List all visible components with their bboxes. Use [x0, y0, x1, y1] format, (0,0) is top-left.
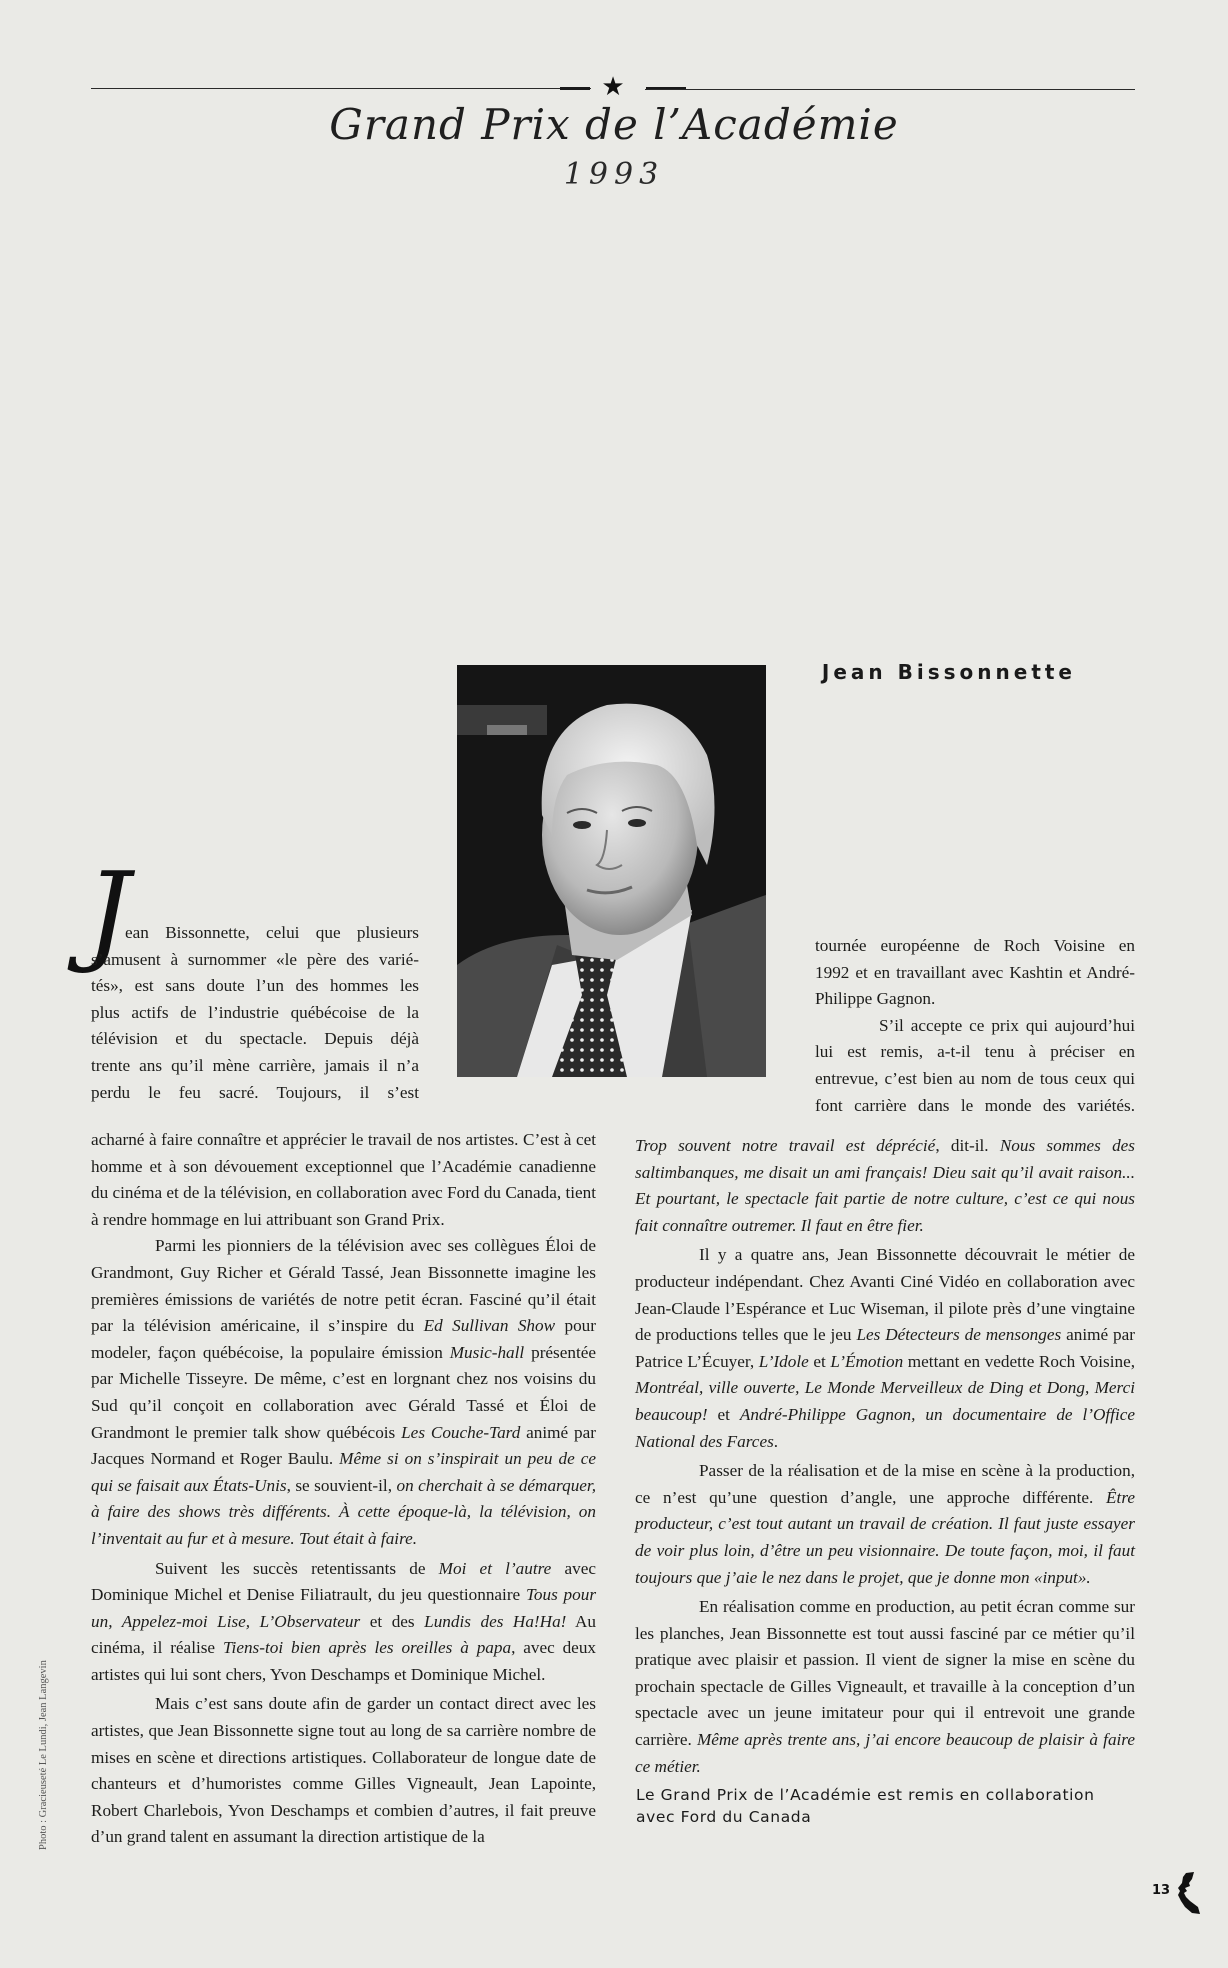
paragraph: acharné à faire connaître et apprécier le travail de nos artistes. C’est à cet homme et à son dévouement exceptionnel que l’Académie canadienne du cinéma et de la télévision, en collaboration avec Ford du Canada, tient à rendre hommage en lui attribuant son Grand Prix.	[91, 1130, 596, 1229]
portrait-photo	[457, 665, 766, 1077]
text-line: s’amusent à surnommer «le père des varié-	[91, 949, 419, 969]
text-line: perdu le feu sacré. Toujours, il s’est	[91, 1082, 419, 1102]
text-line: S’il accepte ce prix qui aujourd’hui	[879, 1015, 1135, 1035]
paragraph: Mais c’est sans doute afin de garder un contact direct avec les artistes, que Jean Bissonnette signe tout au long de sa carrière nombre de mises en scène et directions artistiques. Collaborateur de longue date de chanteurs et d’humoristes comme Gilles Vigneault, Jean Lapointe, Robert Charlebois, Yvon Deschamps et combien d’autres, il fait preuve d’un grand talent en assumant la direction artistique de la	[91, 1694, 596, 1847]
drop-cap: J	[86, 848, 131, 976]
portrait-illustration	[457, 665, 766, 1077]
page-title: Grand Prix de l’Académie	[329, 100, 899, 149]
star-icon: ★	[601, 72, 625, 102]
photo-credit: Photo : Gracieuseté Le Lundi, Jean Langevin	[38, 1660, 49, 1850]
profile-logo-icon	[1172, 1871, 1202, 1915]
paragraph: Passer de la réalisation et de la mise en scène à la production, ce n’est qu’une question d’angle, une approche différente. Être producteur, c’est tout autant un travail de création. Il faut juste essayer de voir plus loin, d’être un peu visionnaire. De toute façon, moi, il faut toujours que j’aie le nez dans le projet, que je donne mon «input».	[635, 1461, 1135, 1587]
paragraph: En réalisation comme en production, au petit écran comme sur les planches, Jean Bissonnette est tout aussi fasciné par ce métier qu’il pratique avec plaisir et passion. Il vient de signer la mise en scène du prochain spectacle de Gilles Vigneault, et travaille à la conception d’un spectacle avec un jeune imitateur pour qui il entrevoit une grande carrière. Même après trente ans, j’ai encore beaucoup de plaisir à faire ce métier.	[635, 1597, 1135, 1776]
article-intro	[91, 920, 419, 1106]
quote-paragraph: Trop souvent notre travail est déprécié, dit-il. Nous sommes des saltimbanques, me disait un ami français! Dieu sait qu’il avait raison... Et pourtant, le spectacle fait partie de notre culture, c’est ce qui nous fait connaître outremer. Il faut en être fier.	[635, 1136, 1135, 1235]
article-right-intro	[815, 933, 1135, 1119]
text-line: 1992 et en travaillant avec Kashtin et André-	[815, 962, 1135, 982]
text-line: tournée européenne de Roch Voisine en	[815, 936, 1135, 955]
honoree-name: Jean Bissonnette	[821, 660, 1076, 684]
text-line: Philippe Gagnon.	[815, 989, 936, 1009]
text-line: font carrière dans le monde des variétés.	[815, 1095, 1135, 1115]
paragraph: Suivent les succès retentissants de Moi et l’autre avec Dominique Michel et Denise Filiatrault, du jeu questionnaire Tous pour un, Appelez-moi Lise, L’Observateur et des Lundis des Ha!Ha! Au cinéma, il réalise Tiens-toi bien après les oreilles à papa, avec deux artistes qui lui sont chers, Yvon Deschamps et Dominique Michel.	[91, 1558, 597, 1684]
text-line: télévision et du spectacle. Depuis déjà	[91, 1029, 419, 1049]
paragraph: Il y a quatre ans, Jean Bissonnette découvrait le métier de producteur indépendant. Chez Avanti Ciné Vidéo en collaboration avec Jean-Claude l’Espérance et Luc Wiseman, il pilote près d’une vingtaine de productions telles que le jeu Les Détecteurs de mensonges animé par Patrice L’Écuyer, L’Idole et L’Émotion mettant en vedette Roch Voisine, Montréal, ville ouverte, Le Monde Merveilleux de Ding et Dong, Merci beaucoup! et André-Philippe Gagnon, un documentaire de l’Office National des Farces.	[635, 1245, 1136, 1451]
award-year: 1993	[563, 157, 665, 192]
text-line: entrevue, c’est bien au nom de tous ceux qui	[815, 1068, 1135, 1088]
text-line: ean Bissonnette, celui que plusieurs	[125, 923, 419, 942]
header-rule-accent-left	[560, 87, 590, 90]
paragraph: Parmi les pionniers de la télévision avec ses collègues Éloi de Grandmont, Guy Richer et Gérald Tassé, Jean Bissonnette imagine les premières émissions de variétés de notre petit écran. Fasciné qu’il était par la télévision américaine, il s’inspire du Ed Sullivan Show pour modeler, façon québécoise, la populaire émission Music-hall présentée par Michelle Tisseyre. De même, c’est en lorgnant chez nos voisins du Sud qu’il conçoit en collaboration avec Gérald Tassé et Éloi de Grandmont le premier talk show québécois Les Couche-Tard animé par Jacques Normand et Roger Baulu. Même si on s’inspirait un peu de ce qui se faisait aux États-Unis, se souvient-il, on cherchait à se démarquer, à faire des shows très différents. À cette époque-là, la télévision, on l’inventait au fur et à mesure. Tout était à faire.	[91, 1236, 597, 1548]
text-line: tés», est sans doute l’un des hommes les	[91, 976, 419, 996]
header-rule-left	[91, 88, 591, 89]
sponsor-note: Le Grand Prix de l’Académie est remis en collaboration avec Ford du Canada	[636, 1786, 1095, 1826]
text-line: plus actifs de l’industrie québécoise de la	[91, 1002, 419, 1022]
article-right-column	[635, 1133, 1135, 1780]
text-line: trente ans qu’il mène carrière, jamais il n’a	[91, 1055, 419, 1075]
page-number: 13	[1152, 1883, 1171, 1898]
header-rule-right	[645, 89, 1135, 90]
article-left-column	[91, 1127, 596, 1851]
text-line: lui est remis, a-t-il tenu à préciser en	[815, 1042, 1135, 1062]
